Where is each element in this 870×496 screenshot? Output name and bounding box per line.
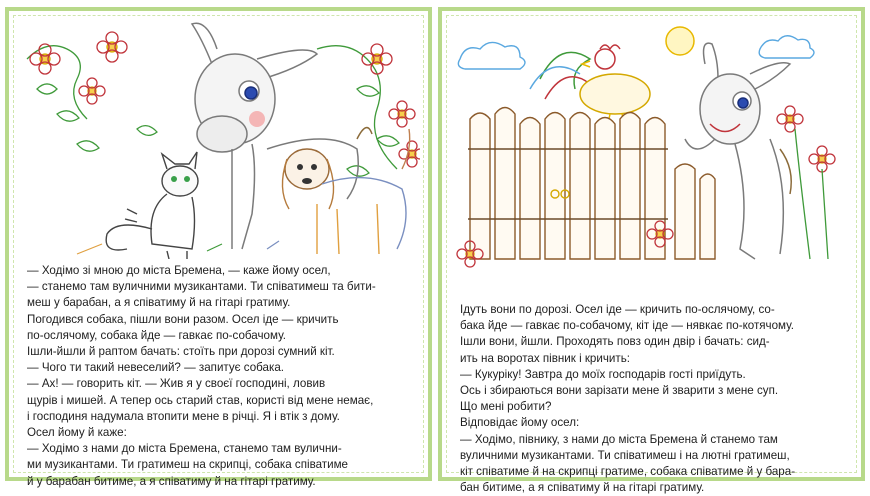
story-line: — Ходімо з нами до міста Бремена, станемо там вулични- (27, 442, 342, 456)
sun-drawing (666, 27, 694, 55)
story-line: — Кукуріку! Завтра до моїх господарів гості приїдуть. (460, 367, 746, 381)
right-illustration (450, 19, 853, 289)
story-line: бака йде — гавкає по-собачому, кіт іде — нявкає по-котячому. (460, 319, 795, 333)
story-line: щурів і мишей. А тепер ось старий став, користі від мене немає, (27, 393, 374, 407)
cat-drawing (106, 152, 198, 259)
story-line: Ішли-йшли й раптом бачать: стоїть при дорозі сумний кіт. (27, 345, 335, 359)
left-illustration (17, 19, 420, 259)
story-line: — Ходімо, півнику, з нами до міста Бремена й станемо там (460, 432, 778, 446)
story-line: — станемо там вуличними музикантами. Ти співатимеш та бити- (27, 280, 376, 294)
right-page (438, 7, 865, 495)
story-line: Відповідає йому осел: (460, 416, 580, 430)
story-line: Ішли вони, йшли. Проходять повз один двір і бачать: сид- (460, 335, 770, 349)
story-line: Осел йому й каже: (27, 426, 127, 440)
story-line: меш у барабан, а я співатиму й на гітарі гратиму. (27, 296, 291, 310)
story-line: — Ходімо зі мною до міста Бремена, — каже йому осел, (27, 264, 331, 277)
story-line: ми музикантами. Ти гратимеш на скрипці, собака співатиме (27, 458, 348, 472)
story-line: по-ослячому, собака йде — гавкає по-собачому. (27, 328, 286, 342)
story-line: — Чого ти такий невеселий? — запитує собака. (27, 361, 284, 375)
left-story-text (27, 263, 414, 490)
story-line: бан битиме, а я співатиму й на гітарі гратиму. (460, 481, 705, 495)
dog-drawing (282, 129, 409, 254)
left-page (5, 7, 432, 488)
right-story-text (460, 302, 847, 496)
story-line: — Ах! — говорить кіт. — Жив я у своєї господині, ловив (27, 377, 326, 391)
story-line: ить на воротах півник і кричить: (460, 351, 630, 365)
story-line: і господиня надумала втопити мене в річці. Я і втік з дому. (27, 409, 340, 423)
story-line: Ідуть вони по дорозі. Осел іде — кричить по-ослячому, со- (460, 303, 775, 316)
donkey-drawing (192, 23, 372, 249)
story-line: й у барабан битиме, а я співатиму й на гітарі гратиму. (27, 474, 316, 488)
story-line: кіт співатиме й на скрипці гратиме, собака співатиме й у бара- (460, 465, 796, 479)
story-line: вуличними музикантами. Ти співатимеш і на лютні гратимеш, (460, 448, 790, 462)
cloud-drawing (458, 36, 814, 69)
fence-drawing (468, 108, 715, 260)
story-line: Що мені робити? (460, 400, 552, 414)
story-line: Ось і збираються вони зарізати мене й зварити з мене суп. (460, 384, 779, 398)
story-line: Погодився собака, пішли вони разом. Осел іде — кричить (27, 312, 339, 326)
